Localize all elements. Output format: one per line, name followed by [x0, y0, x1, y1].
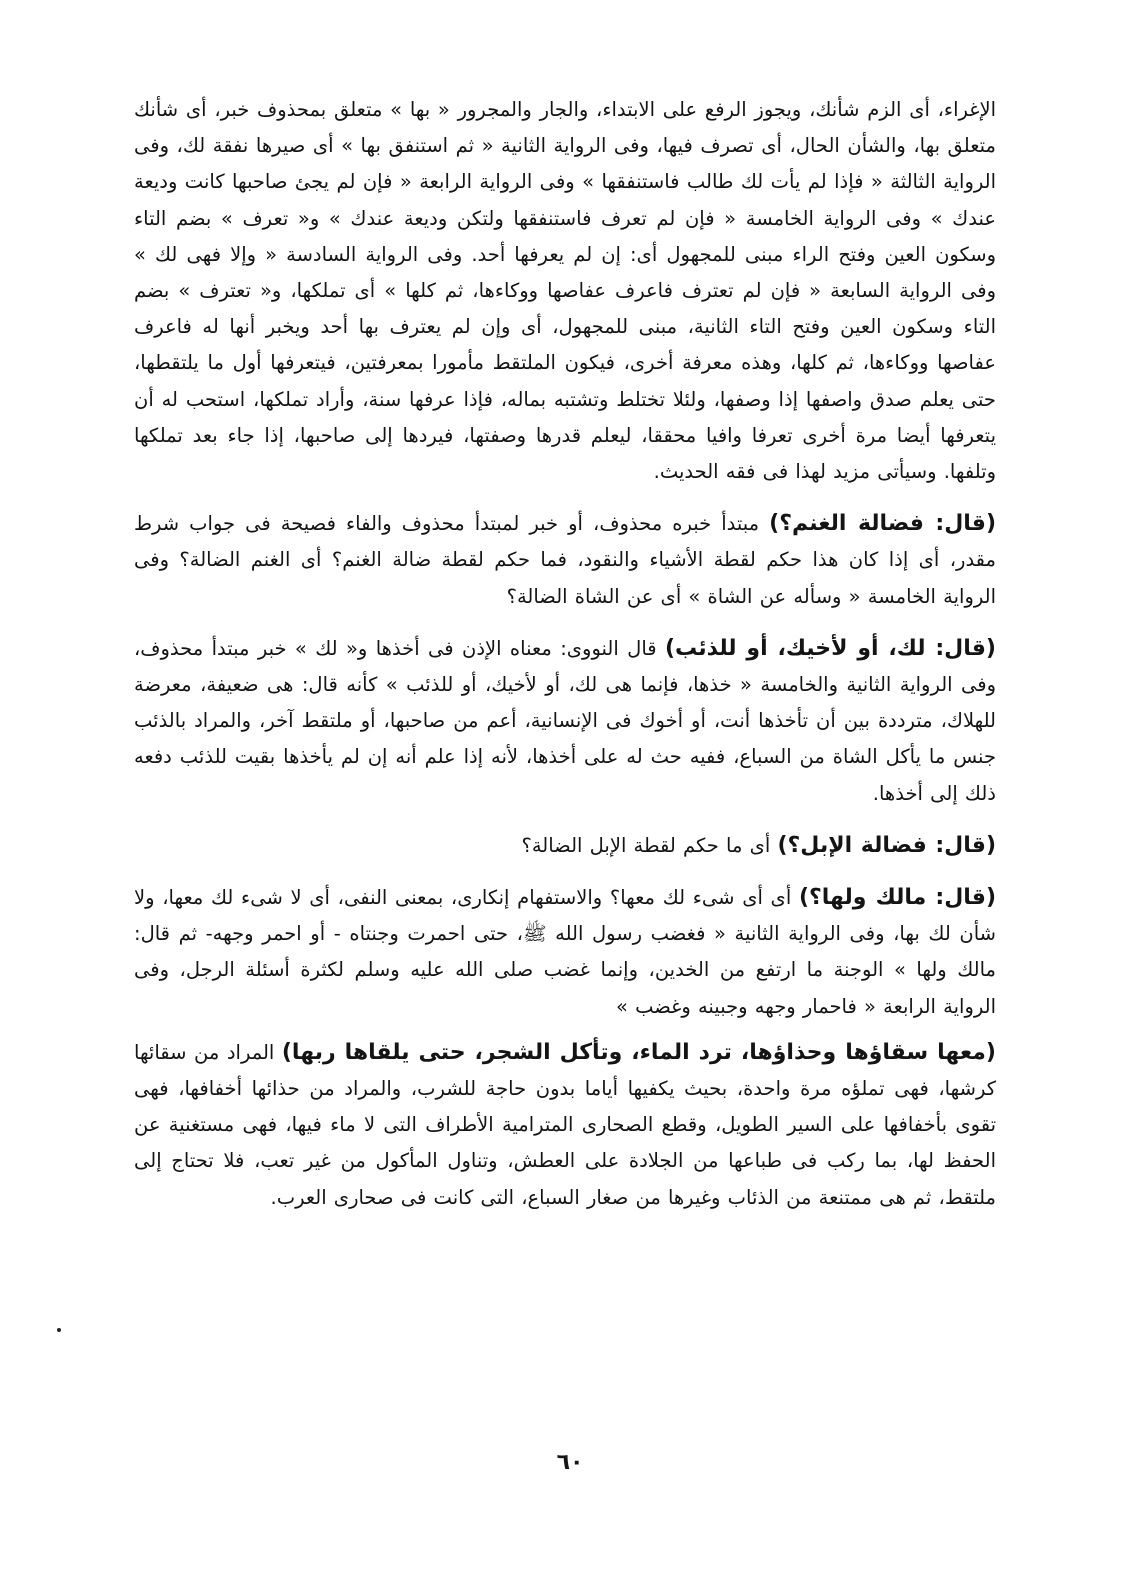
paragraph-2-heading: (قال: فضالة الغنم؟)	[769, 511, 997, 537]
paragraph-2	[134, 506, 996, 615]
paragraph-5-heading: (قال: مالك ولها؟)	[798, 885, 996, 911]
paragraph-6	[134, 1035, 996, 1216]
paragraph-4-text: أى ما حكم لقطة الإبل الضالة؟	[521, 833, 771, 857]
paragraph-1	[134, 92, 996, 490]
paragraph-6-heading: (معها سقاؤها وحذاؤها، ترد الماء، وتأكل الشجر، حتى يلقاها ربها)	[281, 1039, 996, 1065]
paragraph-3-text: قال النووى: معناه الإذن فى أخذها و« لك » خبر مبتدأ محذوف، وفى الرواية الثانية والخامسة « خذها، فإنما هى لك، أو لأخيك، أو للذئب » كأنه قال: هى ضعيفة، معرضة للهلاك، مترددة بين أن تأخذها أنت، أو أخوك فى الإنسانية، أعم من صاحبها، أو ملتقط آخر، والمراد بالذئب جنس ما يأكل الشاة من السباع، ففيه حث له على أخذها، لأنه إذا علم أنه إن لم يأخذها بقيت للذئب دفعه ذلك إلى أخذها.	[134, 636, 996, 805]
paragraph-3	[134, 631, 996, 812]
page-body	[134, 92, 996, 1232]
stray-mark	[57, 1328, 61, 1332]
paragraph-1-text: الإغراء، أى الزم شأنك، ويجوز الرفع على الابتداء، والجار والمجرور « بها » متعلق بمحذوف خبر، أى شأنك متعلق بها، والشأن الحال، أى تصرف فيها، وفى الرواية الثانية « ثم استنفق بها » أى صيرها نفقة لك، وفى الرواية الثالثة « فإذا لم يأت لك طالب فاستنفقها » وفى الرواية الرابعة « فإن لم يجئ صاحبها كانت وديعة عندك » وفى الرواية الخامسة « فإن لم تعرف فاستنفقها ولتكن وديعة عندك » و« تعرف » بضم التاء وسكون العين وفتح الراء مبنى للمجهول أى: إن لم يعرفها أحد. وفى الرواية السادسة « وإلا فهى لك » وفى الرواية السابعة « فإن لم تعترف فاعرف عفاصها ووكاءها، ثم كلها » أى تملكها، و« تعترف » بضم التاء وسكون العين وفتح التاء الثانية، مبنى للمجهول، أى وإن لم يعترف بها أحد ويخبر أنها له فاعرف عفاصها ووكاءها، ثم كلها، وهذه معرفة أخرى، فيكون الملتقط مأمورا بمعرفتين، فيتعرفها أول ما يلتقطها، حتى يعلم صدق واصفها إذا وصفها، ولئلا تختلط وتشتبه بماله، فإذا عرفها سنة، وأراد تملكها، استحب له أن يتعرفها أيضا مرة أخرى تعرفا وافيا محققا، ليعلم قدرها وصفتها، فيردها إلى صاحبها، إذا جاء بعد تملكها وتلفها. وسيأتى مزيد لهذا فى فقه الحديث.	[134, 98, 996, 484]
paragraph-2-text: مبتدأ خبره محذوف، أو خبر لمبتدأ محذوف والفاء فصيحة فى جواب شرط مقدر، أى إذا كان هذا حكم لقطة الأشياء والنقود، فما حكم لقطة ضالة الغنم؟ أى الغنم الضالة؟ وفى الرواية الخامسة « وسأله عن الشاة » أى عن الشاة الضالة؟	[134, 512, 996, 608]
paragraph-6-text: المراد من سقائها كرشها، فهى تملؤه مرة واحدة، بحيث يكفيها أياما بدون حاجة للشرب، والمراد من حذائها أخفافها، فهى تقوى بأخفافها على السير الطويل، وقطع الصحارى المترامية الأطراف التى لا ماء فيها، فهى مستغنية عن الحفظ لها، بما ركب فى طباعها من الجلادة على العطش، وتناول المأكول من غير تعب، فلا تحتاج إلى ملتقط، ثم هى ممتنعة من الذئاب وغيرها من صغار السباع، التى كانت فى صحارى العرب.	[134, 1040, 996, 1209]
paragraph-5-text: أى أى شىء لك معها؟ والاستفهام إنكارى، بمعنى النفى، أى لا شىء لك معها، ولا شأن لك بها، وفى الرواية الثانية « فغضب رسول الله ﷺ، حتى احمرت وجنتاه - أو احمر وجهه- ثم قال: مالك ولها » الوجنة ما ارتفع من الخدين، وإنما غضب صلى الله عليه وسلم لكثرة أسئلة الرجل، وفى الرواية الرابعة « فاحمار وجهه وجبينه وغضب »	[134, 886, 996, 1018]
page-number: ٦٠	[556, 1450, 584, 1475]
paragraph-4-heading: (قال: فضالة الإبل؟)	[777, 832, 996, 858]
paragraph-3-heading: (قال: لك، أو لأخيك، أو للذئب)	[665, 635, 996, 661]
paragraph-5	[134, 880, 996, 1025]
paragraph-4	[134, 828, 996, 864]
